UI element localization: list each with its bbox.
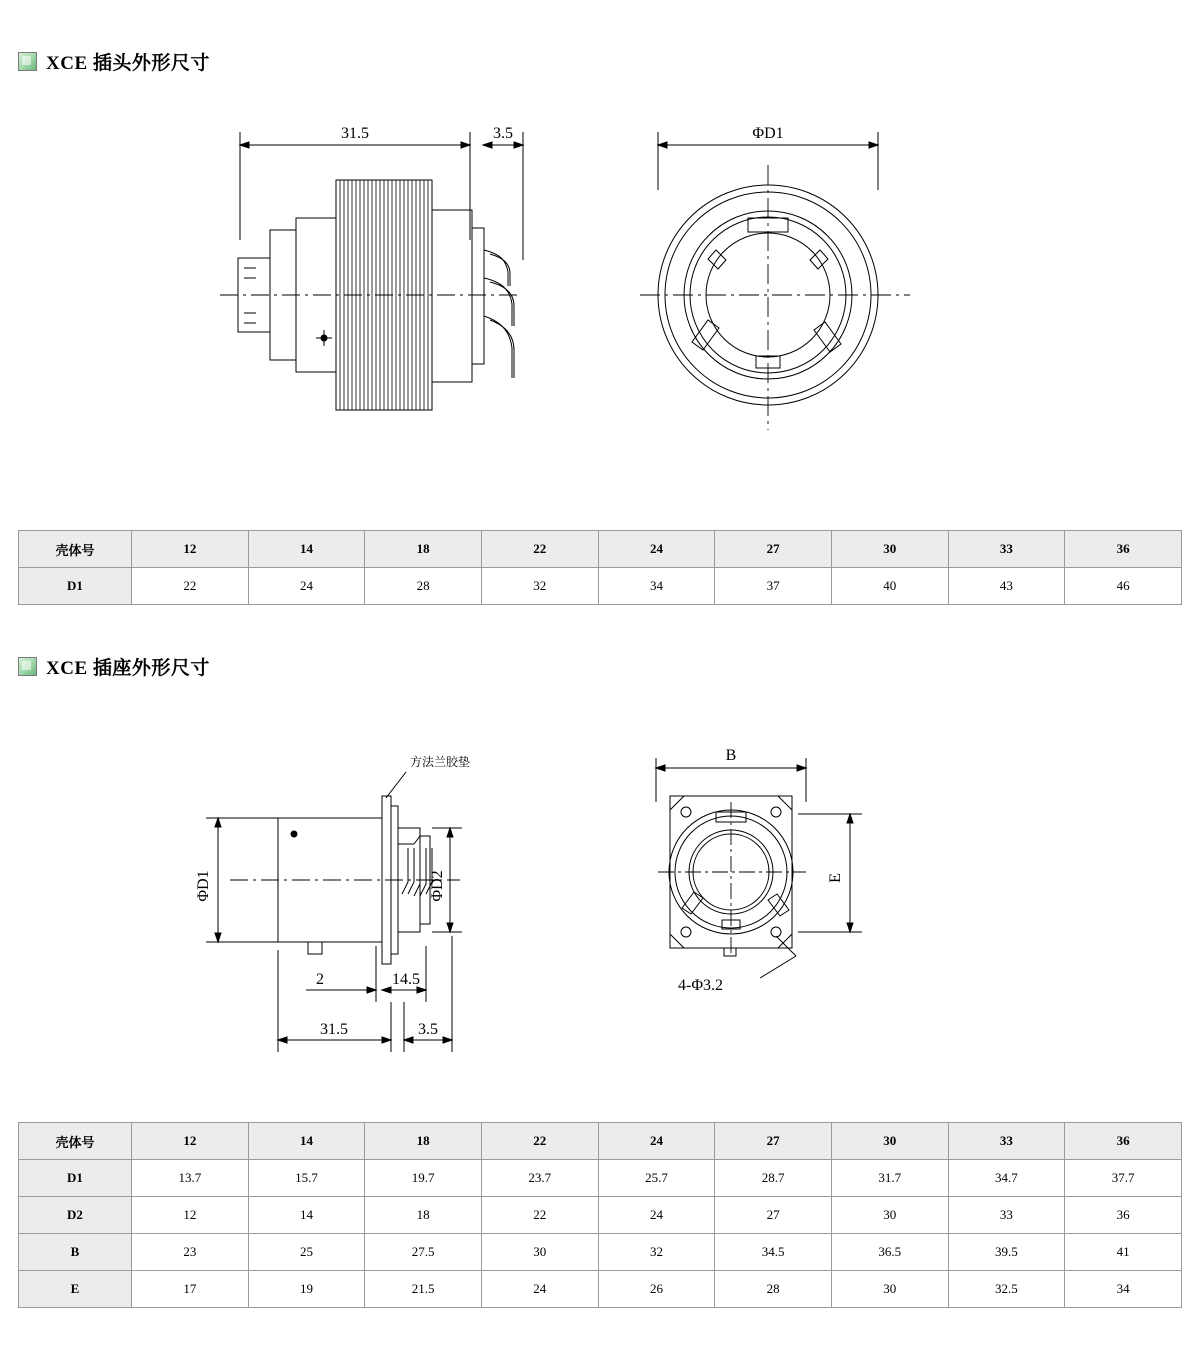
socket-table-cell: 18 (365, 1197, 482, 1234)
socket-table-row-label: D2 (19, 1197, 132, 1234)
socket-table-cell: 26 (598, 1271, 715, 1308)
socket-table-cell: 34 (1065, 1271, 1182, 1308)
socket-table-cell: 37.7 (1065, 1160, 1182, 1197)
plug-table-row (19, 568, 1182, 605)
plug-table-cell: 32 (481, 568, 598, 605)
socket-table-cell: 28.7 (715, 1160, 832, 1197)
plug-table-cell: 34 (598, 568, 715, 605)
socket-table-cell: 13.7 (132, 1160, 249, 1197)
socket-table-cell: 36.5 (831, 1234, 948, 1271)
socket-table-cell: 24 (598, 1123, 715, 1160)
socket-side-view-drawing (170, 740, 590, 1080)
socket-dim-31-5: 31.5 (320, 1021, 348, 1038)
plug-table-cell: 40 (831, 568, 948, 605)
plug-table-cell: 37 (715, 568, 832, 605)
socket-table-cell: 34.7 (948, 1160, 1065, 1197)
socket-table-cell: 22 (481, 1197, 598, 1234)
socket-table-row-label: B (19, 1234, 132, 1271)
socket-table-cell: 36 (1065, 1123, 1182, 1160)
plug-table-row-label: 壳体号 (19, 531, 132, 568)
plug-table-cell: 27 (715, 531, 832, 568)
socket-table-cell: 31.7 (831, 1160, 948, 1197)
socket-table-cell: 23.7 (481, 1160, 598, 1197)
socket-table-cell: 25.7 (598, 1160, 715, 1197)
socket-table-cell: 27.5 (365, 1234, 482, 1271)
socket-table-cell: 17 (132, 1271, 249, 1308)
square-green-icon (18, 657, 37, 676)
socket-table-cell: 30 (481, 1234, 598, 1271)
socket-table-cell: 34.5 (715, 1234, 832, 1271)
section-title-plug (18, 48, 210, 75)
socket-table-row-label: D1 (19, 1160, 132, 1197)
socket-table-cell: 27 (715, 1123, 832, 1160)
plug-table-cell: 18 (365, 531, 482, 568)
socket-table-cell: 19.7 (365, 1160, 482, 1197)
section-title-plug-label: XCE 插头外形尺寸 (46, 53, 210, 74)
socket-table-row-label: 壳体号 (19, 1123, 132, 1160)
socket-table-cell: 30 (831, 1123, 948, 1160)
socket-table-cell: 27 (715, 1197, 832, 1234)
socket-dimension-table (18, 1122, 1182, 1308)
plug-table-cell: 33 (948, 531, 1065, 568)
socket-dim-e: E (827, 873, 844, 883)
plug-table-cell: 30 (831, 531, 948, 568)
socket-table-row (19, 1234, 1182, 1271)
plug-front-view-drawing (620, 110, 940, 490)
socket-table-cell: 28 (715, 1271, 832, 1308)
plug-table-cell: 46 (1065, 568, 1182, 605)
socket-dim-2: 2 (316, 971, 324, 988)
socket-table-cell: 15.7 (248, 1160, 365, 1197)
socket-table-cell: 32.5 (948, 1271, 1065, 1308)
socket-dim-b: B (725, 747, 737, 764)
plug-dimension-table (18, 530, 1182, 605)
socket-table-cell: 33 (948, 1123, 1065, 1160)
plug-table-row (19, 531, 1182, 568)
plug-dim-tail: 3.5 (493, 125, 513, 142)
plug-dim-diameter: ΦD1 (752, 125, 784, 142)
socket-dim-3-5: 3.5 (418, 1021, 438, 1038)
plug-table-cell: 28 (365, 568, 482, 605)
plug-table-cell: 43 (948, 568, 1065, 605)
socket-dim-d2: ΦD2 (429, 870, 446, 902)
plug-dim-length: 31.5 (341, 125, 369, 142)
socket-table-cell: 30 (831, 1197, 948, 1234)
socket-table-cell: 33 (948, 1197, 1065, 1234)
plug-table-cell: 22 (481, 531, 598, 568)
section-title-socket (18, 653, 210, 680)
socket-table-cell: 12 (132, 1123, 249, 1160)
socket-table-cell: 12 (132, 1197, 249, 1234)
socket-front-view-drawing (610, 740, 940, 1080)
socket-table-cell: 36 (1065, 1197, 1182, 1234)
section-title-socket-label: XCE 插座外形尺寸 (46, 658, 210, 679)
square-green-icon (18, 52, 37, 71)
plug-table-row-label: D1 (19, 568, 132, 605)
socket-dim-d1: ΦD1 (195, 870, 212, 902)
socket-table-row (19, 1123, 1182, 1160)
socket-table-cell: 14 (248, 1197, 365, 1234)
socket-table-cell: 41 (1065, 1234, 1182, 1271)
socket-table-cell: 24 (481, 1271, 598, 1308)
plug-table-cell: 24 (598, 531, 715, 568)
socket-table-cell: 25 (248, 1234, 365, 1271)
socket-table-cell: 32 (598, 1234, 715, 1271)
socket-dim-holes: 4-Φ3.2 (678, 977, 724, 994)
socket-table-cell: 18 (365, 1123, 482, 1160)
socket-table-row (19, 1160, 1182, 1197)
socket-table-cell: 23 (132, 1234, 249, 1271)
socket-table-cell: 24 (598, 1197, 715, 1234)
socket-table-row-label: E (19, 1271, 132, 1308)
plug-table-cell: 24 (248, 568, 365, 605)
socket-table-row (19, 1197, 1182, 1234)
socket-table-cell: 19 (248, 1271, 365, 1308)
socket-table-cell: 30 (831, 1271, 948, 1308)
plug-table-cell: 12 (132, 531, 249, 568)
socket-table-cell: 14 (248, 1123, 365, 1160)
socket-table-row (19, 1271, 1182, 1308)
plug-table-cell: 36 (1065, 531, 1182, 568)
socket-table-cell: 39.5 (948, 1234, 1065, 1271)
plug-table-cell: 22 (132, 568, 249, 605)
socket-dim-14-5: 14.5 (392, 971, 420, 988)
socket-note-flange: 方法兰胶垫 (410, 755, 471, 769)
socket-table-cell: 21.5 (365, 1271, 482, 1308)
socket-table-cell: 22 (481, 1123, 598, 1160)
plug-table-cell: 14 (248, 531, 365, 568)
